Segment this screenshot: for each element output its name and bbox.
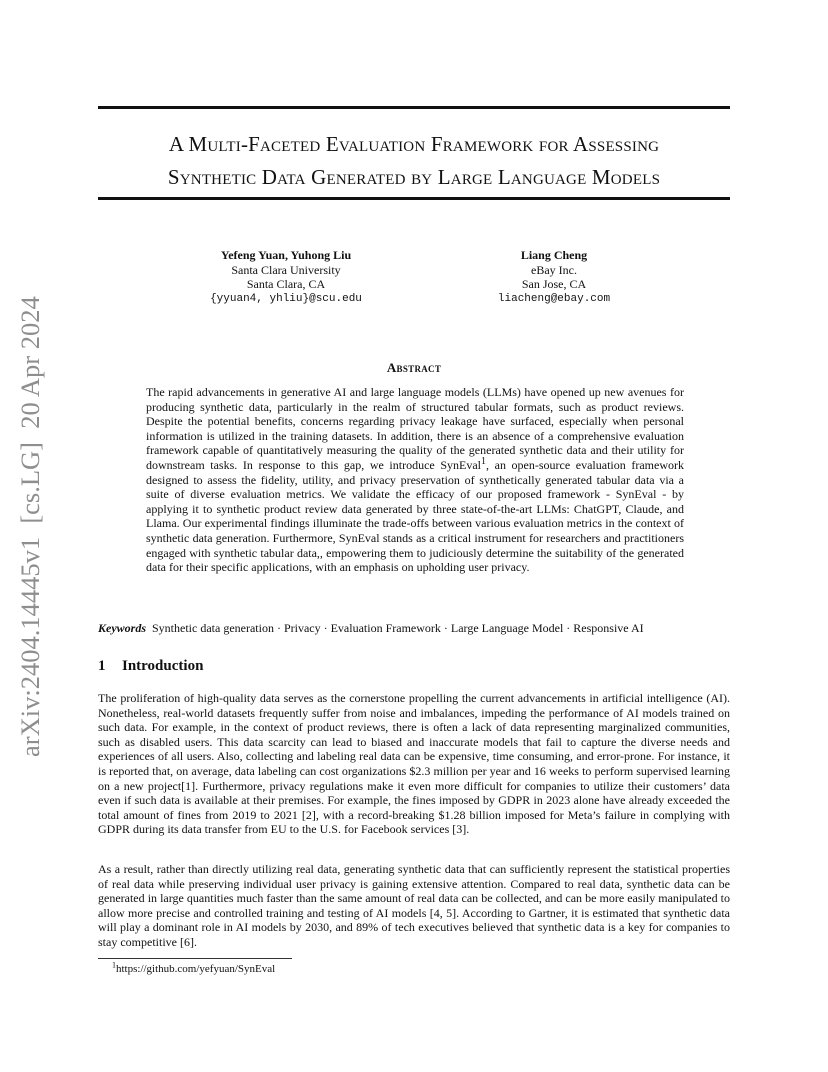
footnote-url: https://github.com/yefyuan/SynEval <box>116 963 276 975</box>
author-email: {yyuan4, yhliu}@scu.edu <box>210 292 362 305</box>
footnote-marker: 1 <box>481 455 487 467</box>
author-names: Yefeng Yuan, Yuhong Liu <box>220 248 352 262</box>
author-affiliation: Santa Clara University <box>231 262 341 277</box>
body-paragraph-2: As a result, rather than directly utilizing real data, generating synthetic data that can sufficiently represent the statistical properties of real data while preserving individual user privacy is gaining extensive attention. Compared to real data, synthetic data can be generated in large quantities much faster than the same amount of real data can be collected, and can be more easily manipulated to allow more precise and controlled training and testing of AI models [4, 5]. According to Gartner, it is estimated that synthetic data will play a dominant role in AI models by 2030, and 89% of tech executives believed that synthetic data is a key for companies to stay competitive [6]. <box>98 862 730 949</box>
author-location: San Jose, CA <box>521 277 587 291</box>
footnote-rule <box>98 958 292 959</box>
author-affiliation: eBay Inc. <box>531 262 577 277</box>
body-paragraph-1: The proliferation of high-quality data serves as the cornerstone propelling the current advancements in artificial intelligence (AI). Nonetheless, real-world datasets frequently suffer from noise and imbalances, impeding the performance of AI models trained on such data. For example, in the context of product reviews, there is often a lack of data representing marginalized communities, such as disabled users. This data scarcity can lead to biased and inaccurate models that fail to capture the diverse needs and experiences of all users. Also, collecting and labeling real data can be expensive, time consuming, and error-prone. For instance, it is reported that, on average, data labeling can cost organizations $2.3 million per year and 16 weeks to perform supervised learning on a new project[1]. Furthermore, privacy regulations make it even more difficult for companies to utilize their customers’ data even if such data is available at their premises. For example, the fines imposed by GDPR in 2023 alone have already exceeded the total amount of fines from 2019 to 2021 [2], with a record-breaking $1.28 billion imposed for Meta’s failure in complying with GDPR during its data transfer from EU to the U.S. for Facebook services [3]. <box>98 691 730 837</box>
author-email: liacheng@ebay.com <box>497 292 611 305</box>
keywords-label: Keywords <box>98 621 146 635</box>
footnote-mark: 1 <box>112 960 116 970</box>
title-rule-top <box>98 106 730 109</box>
abstract-text-part-1: The rapid advancements in generative AI and large language models (LLMs) have opened up new avenues for producing synthetic data, particularly in the realm of structured tabular formats, such as product reviews. Despite the potential benefits, concerns regarding privacy leakage have surfaced, especially when personal information is utilized in the training datasets. In addition, there is an absence of a comprehensive evaluation framework capable of quantitatively measuring the quality of the generated synthetic data and their utility for downstream tasks. In response to this gap, we introduce SynEval <box>146 385 684 472</box>
author-location: Santa Clara, CA <box>246 277 326 291</box>
author-block-2 <box>480 248 628 306</box>
abstract-text-part-2: , an open-source evaluation framework designed to assess the fidelity, utility, and privacy preservation of synthetically generated tabular data via a suite of diverse evaluation metrics. We validate the efficacy of our proposed framework - SynEval - by applying it to synthetic product review data generated by three state-of-the-art LLMs: ChatGPT, Claude, and Llama. Our experimental findings illuminate the trade-offs between various evaluation metrics in the context of synthetic data generation. Furthermore, SynEval stands as a critical instrument for researchers and practitioners engaged with synthetic tabular data,, empowering them to judiciously determine the suitability of the generated data for their specific applications, with an emphasis on upholding user privacy. <box>146 457 685 575</box>
author-names: Liang Cheng <box>520 248 588 262</box>
keywords-text: Synthetic data generation · Privacy · Evaluation Framework · Large Language Model · Responsive AI <box>152 621 644 635</box>
paper-title <box>98 128 730 194</box>
title-line-2: Synthetic Data Generated by Large Language Models <box>167 165 661 189</box>
keywords-line <box>98 621 730 635</box>
section-number: 1 <box>98 658 106 674</box>
title-rule-bottom <box>98 197 730 200</box>
footnote <box>112 960 276 975</box>
section-title: Introduction <box>122 658 204 674</box>
section-heading <box>98 658 203 675</box>
title-line-1: A Multi-Faceted Evaluation Framework for Assessing <box>168 132 660 156</box>
author-block-1 <box>200 248 372 306</box>
arxiv-identifier: arXiv:2404.14445v1 [cs.LG] 20 Apr 2024 <box>15 296 45 757</box>
abstract-text <box>146 385 684 575</box>
abstract-heading: Abstract <box>386 360 442 375</box>
